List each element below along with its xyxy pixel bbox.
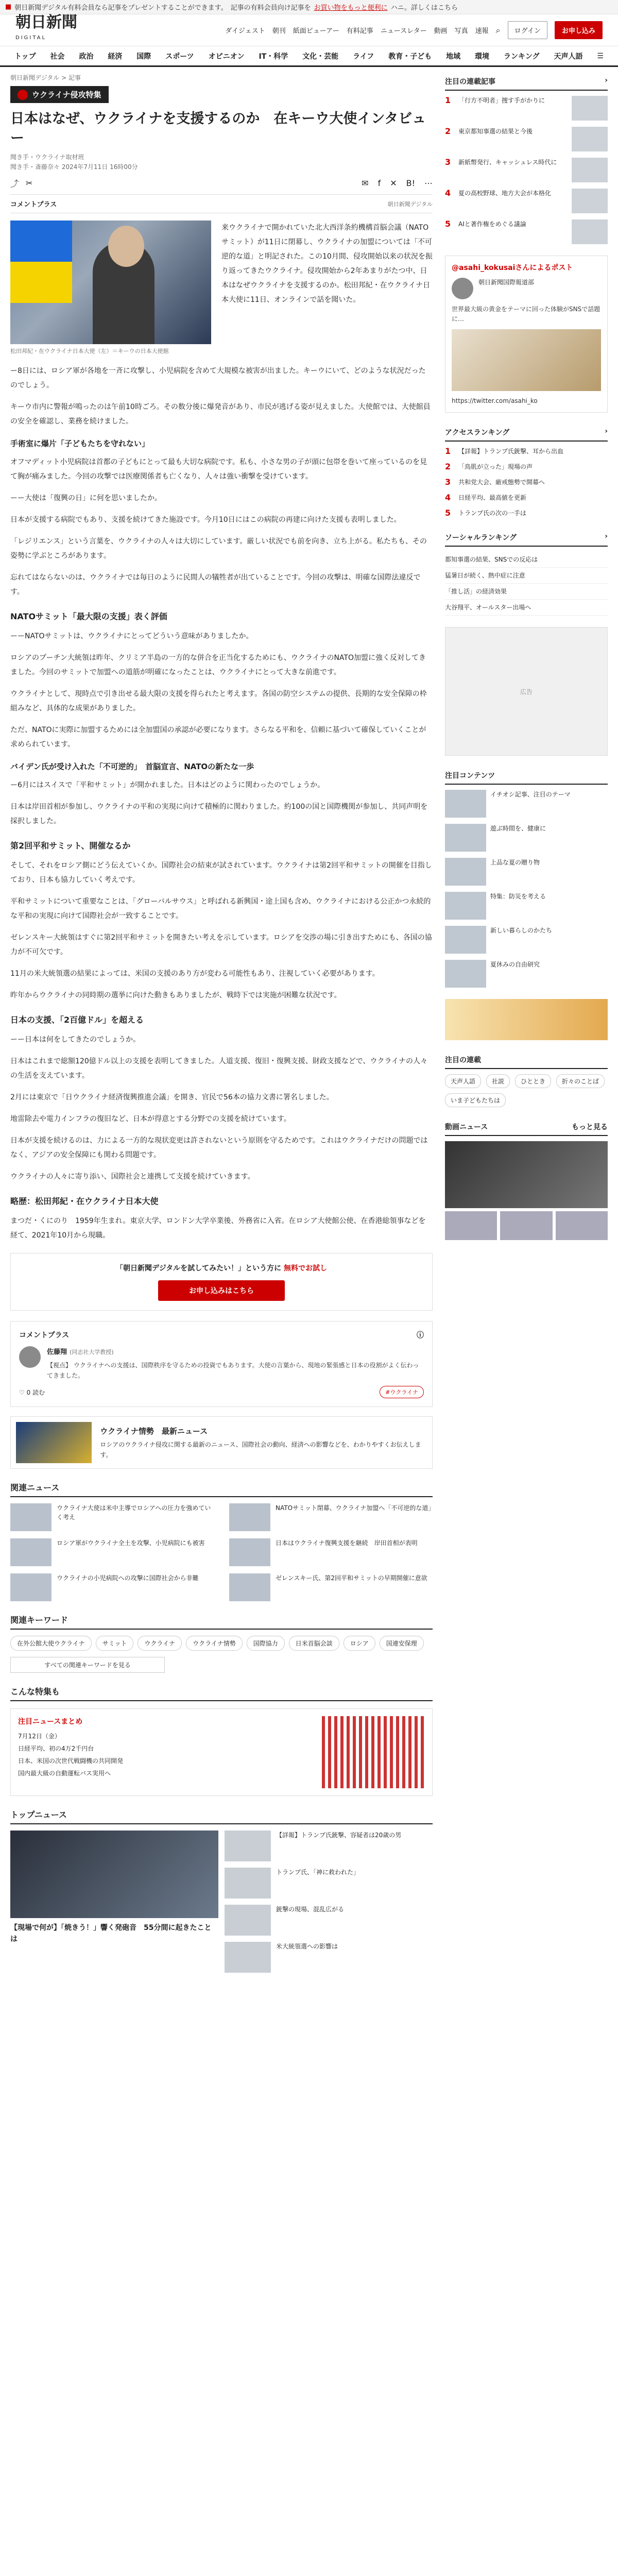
related-item[interactable]: NATOサミット閉幕、ウクライナ加盟へ「不可逆的な道」 <box>229 1503 433 1531</box>
video-thumb[interactable] <box>556 1211 608 1240</box>
paragraph: 日本はこれまで総額120億ドル以上の支援を表明してきました。人道支援、復旧・復興支援、財政支援などで、ウクライナの人々の生活を支えています。 <box>10 1057 428 1080</box>
featured-item[interactable]: 遊ぶ時間を、健康に <box>445 824 608 852</box>
featured-thumb <box>445 858 486 886</box>
related-thumb <box>10 1538 52 1566</box>
top-news <box>10 1831 433 1979</box>
paragraph: 日本が支援する病院でもあり、支援を続けてきた施設です。今月10日にはこの病院の再建に向けた支援も表明しました。 <box>10 516 401 524</box>
commenter-name[interactable]: 佐藤翔 <box>47 1348 67 1356</box>
featured-thumb <box>445 790 486 818</box>
series-pill[interactable]: いま子どもたちは <box>445 1093 506 1107</box>
featured-item[interactable]: 新しい暮らしのかたち <box>445 926 608 954</box>
nav-item[interactable]: 天声人語 <box>554 52 583 61</box>
rank-item[interactable]: 5 AIと著作権をめぐる議論 <box>445 219 608 244</box>
section-heading: 略歴：松田邦紀・在ウクライナ日本大使 <box>10 1196 159 1206</box>
rank-thumb <box>572 127 608 151</box>
related-item[interactable]: 日本はウクライナ復興支援を継続 岸田首相が表明 <box>229 1538 433 1566</box>
header-links <box>225 21 603 39</box>
rank-thumb <box>572 158 608 182</box>
paragraph: 昨年からウクライナの同時期の選挙に向けた動きもありましたが、戦時下では実施が困難な状況です。 <box>10 991 341 999</box>
featured-item[interactable]: イチオシ記事、注目のテーマ <box>445 790 608 818</box>
byline: 聞き手・ウクライナ取材班 <box>10 154 84 161</box>
nav-item[interactable]: オピニオン <box>208 52 245 61</box>
photo-caption: 松田邦紀・在ウクライナ日本大使（左）＝キーウの日本大使館 <box>10 348 169 354</box>
series-title: 注目の連載 <box>445 1056 481 1064</box>
rank-thumb <box>572 219 608 244</box>
sidebar-rank <box>445 73 608 244</box>
series-pill[interactable]: 折々のことば <box>556 1074 605 1088</box>
featured-item[interactable]: 夏休みの自由研究 <box>445 960 608 988</box>
paragraph: オフマディット小児病院は首都の子どもにとって最も大切な病院です。私も、小さな男の子が頭に包帯を巻いて座っているのを見て胸が痛みました。今回の攻撃では医療関係者も亡くなり、人々は強い衝撃を受けています。 <box>10 458 427 481</box>
paragraph: ーーNATOサミットは、ウクライナにとってどういう意味がありましたか。 <box>10 632 253 640</box>
rank-item[interactable]: 4 夏の高校野球、地方大会が本格化 <box>445 189 608 213</box>
avatar[interactable] <box>19 1346 41 1368</box>
keyword-pill[interactable]: ロシア <box>344 1636 375 1651</box>
nav-item[interactable]: トップ <box>14 52 36 61</box>
paragraph: 11月の米大統領選の結果によっては、米国の支援のあり方が変わる可能性もあり、注視していく必要があります。 <box>10 970 380 978</box>
comment-plus-box <box>10 1321 433 1407</box>
related-thumb <box>229 1573 270 1601</box>
head-shape <box>108 226 144 267</box>
featured-item[interactable]: 特集：防災を考える <box>445 892 608 920</box>
top-news-title: トップニュース <box>10 1808 433 1824</box>
paragraph: まつだ・くにのり 1959年生まれ。東京大学、ロンドン大学卒業後、外務省に入省。在ロシア大使館公使、在香港総領事などを経て、2021年10月から現職。 <box>10 1217 426 1240</box>
paragraph: ロシアのプーチン大統領は昨年、クリミア半島の一方的な併合を正当化するためにも、ウクライナのNATO加盟に強く反対してきました。今回のサミットで加盟への道筋が明確になったことは、ウクライナにとって大きな前進です。 <box>10 654 426 676</box>
post-link[interactable]: https://twitter.com/asahi_ko <box>452 397 538 404</box>
paragraph: 「レジリエンス」という言葉を、ウクライナの人々は大切にしています。厳しい状況でも前を向き、立ち上がる。私たちも、その姿勢に学ぶところがあります。 <box>10 537 427 560</box>
related-thumb <box>10 1573 52 1601</box>
paywall-button[interactable]: お申し込みはこちら <box>158 1280 285 1301</box>
keyword-pill[interactable]: 国連安保理 <box>380 1636 424 1651</box>
related-thumb <box>229 1503 270 1531</box>
news-thumb <box>225 1831 271 1861</box>
related-item[interactable]: ウクライナの小児病院への攻撃に国際社会から非難 <box>10 1573 214 1601</box>
related-title: 関連ニュース <box>10 1481 433 1497</box>
related-list <box>10 1503 433 1601</box>
nav-item[interactable]: 社会 <box>50 52 65 61</box>
x-icon[interactable]: ✕ <box>390 178 397 188</box>
nav-item[interactable]: 文化・芸能 <box>302 52 339 61</box>
like-count: 0 <box>26 1388 31 1396</box>
rank-item[interactable]: 1 【詳報】トランプ氏銃撃、耳から出血 <box>445 446 564 456</box>
article-title: 日本はなぜ、ウクライナを支援するのか 在キーウ大使インタビュー <box>10 111 426 146</box>
featured-thumb <box>445 824 486 852</box>
header-link[interactable]: ダイジェスト <box>225 27 265 35</box>
flag-shape <box>10 221 72 303</box>
featured-thumb <box>445 960 486 988</box>
subheading: 手術室に爆片「子どもたちを守れない」 <box>10 439 150 448</box>
news-thumb <box>225 1942 271 1973</box>
video-more[interactable]: もっと見る <box>572 1123 608 1131</box>
social-item[interactable]: 「推し活」の経済効果 <box>445 584 608 600</box>
announcement-pre: 朝日新聞デジタル有料会員なら記事をプレゼントすることができます。 <box>14 4 228 12</box>
post-avatar[interactable] <box>452 278 473 299</box>
paywall-free: 無料でお試し <box>284 1264 328 1273</box>
announcement-link[interactable]: お買い物をもっと便利に <box>314 4 388 12</box>
header-link[interactable]: 動画 <box>434 27 448 35</box>
top-news-item[interactable]: 米大統領選への影響は <box>225 1942 433 1973</box>
like-icon[interactable]: ♡ <box>19 1388 25 1396</box>
rank-item[interactable]: 1 「行方不明者」捜す手がかりに <box>445 96 608 121</box>
top-news-item[interactable]: 銃撃の現場、混乱広がる <box>225 1905 433 1936</box>
mail-icon[interactable]: ✉ <box>362 178 369 188</box>
paywall-text <box>20 1263 423 1273</box>
paragraph: ウクライナとして、現時点で引き出せる最大限の支援を得られたと考えます。各国の防空システムの提供、長期的な安全保障の枠組みなど、具体的な成果がありました。 <box>10 690 427 713</box>
sidebar <box>445 73 608 1979</box>
series-pill[interactable]: ひととき <box>515 1074 551 1088</box>
sidebar-social-ranking <box>445 529 608 616</box>
paywall-box <box>10 1253 433 1311</box>
feature-banner[interactable]: ウクライナ侵攻特集 <box>10 86 109 103</box>
related-item[interactable]: ウクライナ大使は米中主導でロシアへの圧力を強めていく考え <box>10 1503 214 1531</box>
social-item[interactable]: 大谷翔平、オールスター出場へ <box>445 600 608 616</box>
banner-icon <box>18 90 28 100</box>
summary-image[interactable] <box>322 1716 425 1788</box>
social-ranking-title: ソーシャルランキング <box>445 534 517 542</box>
rank-thumb <box>572 189 608 213</box>
chevron-right-icon[interactable]: › <box>605 427 608 435</box>
social-item[interactable]: 都知事選の結果、SNSでの反応は <box>445 552 608 568</box>
header-link[interactable]: 紙面ビューアー <box>293 27 339 35</box>
bookmark-icon[interactable]: ✂ <box>26 178 33 188</box>
paragraph: ーー大使は「復興の日」に何を思いましたか。 <box>10 494 162 502</box>
paragraph: 平和サミットについて重要なことは、「グローバルサウス」と呼ばれる新興国・途上国も含め、ウクライナにおける公正かつ永続的な平和の実現に向けて国際社会が一致することです。 <box>10 897 431 920</box>
dateline: 聞き手・斎藤奈々 2024年7月11日 16時00分 <box>10 163 138 171</box>
search-icon[interactable]: ⌕ <box>495 25 501 35</box>
nav-item[interactable]: 教育・子ども <box>388 52 432 61</box>
summary-row[interactable]: 日経平均、初の4万2千円台 <box>18 1745 94 1752</box>
announcement-icon: ■ <box>5 3 12 11</box>
nav-item[interactable]: ライフ <box>353 52 374 61</box>
summary-row[interactable]: 日本、米国の次世代戦闘機の共同開発 <box>18 1757 124 1765</box>
rank-item[interactable]: 3 共和党大会、厳戒態勢で開幕へ <box>445 477 545 487</box>
hatena-icon[interactable]: B! <box>406 178 415 188</box>
comment-plus-label: コメントプラス <box>10 201 57 209</box>
nav-item[interactable]: 経済 <box>108 52 123 61</box>
nav-item[interactable]: 環境 <box>475 52 490 61</box>
header-link[interactable]: 写真 <box>454 27 468 35</box>
share-bar <box>10 177 433 189</box>
sidebar-rank-title: 注目の連載記事 <box>445 78 495 86</box>
comment-text: 【視点】 ウクライナへの支援は、国際秩序を守るための投資でもあります。大使の言葉から、現地の緊張感と日本の役割がよく伝わってきました。 <box>47 1362 419 1379</box>
video-thumb[interactable] <box>445 1211 497 1240</box>
top-news-item[interactable]: 【詳報】トランプ氏銃撃、容疑者は20歳の男 <box>225 1831 433 1861</box>
paragraph: ウクライナの人々に寄り添い、国際社会と連携して支援を続けていきます。 <box>10 1173 255 1181</box>
keyword-pill[interactable]: 在外公館大使ウクライナ <box>10 1636 92 1651</box>
announcement-mid: 記事の有料会員向け記事を <box>230 4 311 12</box>
facebook-icon[interactable]: f <box>377 178 381 188</box>
post-text: 世界最大級の黄金をテーマに回った体験がSNSで話題に… <box>452 306 600 323</box>
access-ranking-title: アクセスランキング <box>445 429 510 437</box>
lead-photo[interactable] <box>10 221 211 344</box>
series-pill[interactable]: 社説 <box>486 1074 510 1088</box>
section-heading: 日本の支援、「2百億ドル」を超える <box>10 1015 144 1025</box>
paragraph: ーー日本は何をしてきたのでしょうか。 <box>10 1036 140 1044</box>
banner-ad[interactable] <box>445 999 608 1040</box>
featured-thumb <box>445 892 486 920</box>
main-nav <box>0 46 618 67</box>
comment-tag[interactable]: #ウクライナ <box>380 1386 424 1398</box>
summary-row: 7月12日（金） <box>18 1733 61 1740</box>
nav-item[interactable]: スポーツ <box>165 52 194 61</box>
featured-item[interactable]: 上品な夏の贈り物 <box>445 858 608 886</box>
paragraph: ー6月にはスイスで「平和サミット」が開かれました。日本はどのように関わったのでしょうか。 <box>10 781 325 789</box>
featured-thumb <box>445 926 486 954</box>
feature-box <box>10 1708 433 1796</box>
rank-thumb <box>572 96 608 121</box>
sidebar-featured <box>445 767 608 988</box>
embedded-post <box>445 256 608 413</box>
more-icon[interactable]: ⋯ <box>424 178 433 188</box>
sidebar-series <box>445 1052 608 1107</box>
post-image[interactable] <box>452 329 601 391</box>
nav-item[interactable]: 地域 <box>446 52 461 61</box>
comment-plus-title: コメントプラス <box>19 1331 70 1340</box>
chevron-right-icon[interactable]: › <box>605 76 608 84</box>
comment-plus-header[interactable] <box>10 194 433 213</box>
paragraph: 2月には東京で「日ウクライナ経済復興推進会議」を開き、官民で56本の協力文書に署名しました。 <box>10 1093 334 1101</box>
sidebar-video <box>445 1118 608 1240</box>
social-item[interactable]: 猛暑日が続く、熱中症に注意 <box>445 568 608 584</box>
login-button[interactable]: ログイン <box>508 21 547 39</box>
lead-paragraph: 来ウクライナで開かれていた北大西洋条約機構首脳会議（NATOサミット）が11日に閉幕し、ウクライナの加盟については「不可逆的な道」と明記された。この10月間、侵攻開始以来の状況を振り返ってきたウクライナ。侵攻開始から2年あまりがたつ中、日本はなぜウクライナを支援するのか。松田邦紀・在ウクライナ日本大使に11日、オンラインで話を聞いた。 <box>221 224 433 304</box>
keywords-more-button[interactable]: すべての関連キーワードを見る <box>10 1657 165 1673</box>
ad-slot[interactable]: 広告 <box>445 627 608 756</box>
article-main <box>10 73 433 1979</box>
header-link[interactable]: ニュースレター <box>380 27 427 35</box>
post-title[interactable]: @asahi_kokusaiさんによるポスト <box>452 264 573 272</box>
keyword-pill[interactable]: 国際協力 <box>247 1636 285 1651</box>
announcement-bar <box>0 0 618 14</box>
keywords-title: 関連キーワード <box>10 1614 433 1630</box>
announcement-post: ハニ。詳しくはこちら <box>390 4 458 12</box>
rank-item[interactable]: 5 トランプ氏の次の一手は <box>445 508 527 518</box>
share-icon[interactable]: ⤴ <box>10 179 19 189</box>
site-header <box>0 14 618 46</box>
header-link[interactable]: 朝刊 <box>272 27 286 35</box>
news-thumb <box>225 1905 271 1936</box>
commenter-role: (同志社大学教授) <box>70 1349 114 1355</box>
nav-item[interactable]: IT・科学 <box>259 52 288 61</box>
promo-image <box>16 1422 92 1463</box>
paragraph: 地雷除去や電力インフラの復旧など、日本が得意とする分野での支援を続けています。 <box>10 1115 291 1123</box>
feature-title: こんな特集も <box>10 1685 433 1701</box>
related-item[interactable]: ゼレンスキー氏、第2回平和サミットの早期開催に意欲 <box>229 1573 433 1601</box>
post-author[interactable]: 朝日新聞国際報道部 <box>478 279 535 286</box>
top-news-feature[interactable] <box>10 1831 218 1979</box>
video-thumb[interactable] <box>500 1211 552 1240</box>
section-heading: NATOサミット「最大限の支援」表く評価 <box>10 612 167 621</box>
section-heading: 第2回平和サミット、開催なるか <box>10 841 131 851</box>
keyword-pill[interactable]: サミット <box>96 1636 134 1651</box>
keyword-pill[interactable]: ウクライナ <box>138 1636 182 1651</box>
subheading[interactable]: バイデン氏が受け入れた「不可逆的」 首脳宣言、NATOの新たな一歩 <box>10 762 254 771</box>
rank-item[interactable]: 3 新紙幣発行、キャッシュレス時代に <box>445 158 608 182</box>
series-pill[interactable]: 天声人語 <box>445 1074 481 1088</box>
lead-block <box>10 221 433 355</box>
related-thumb <box>229 1538 270 1566</box>
paragraph: ー8日には、ロシア軍が各地を一斉に攻撃し、小児病院を含めて大規模な被害が出ました。キーウにいて、どのような状況だったのでしょう。 <box>10 367 426 389</box>
info-icon[interactable]: ⓘ <box>417 1331 424 1340</box>
paragraph: キーウ市内に警報が鳴ったのは午前10時ごろ。その数分後に爆発音があり、市民が逃げる姿が見えました。大使館では、大使館員の安全を確認し、業務を続けました。 <box>10 403 431 426</box>
nav-item[interactable]: 国際 <box>136 52 151 61</box>
sidebar-access-ranking <box>445 424 608 518</box>
comment-plus-sub: 朝日新聞デジタル <box>387 200 433 208</box>
paragraph: 忘れてはならないのは、ウクライナでは毎日のように民間人の犠牲者が出ていることです。今回の攻撃は、明確な国際法違反です。 <box>10 573 421 596</box>
paragraph: ゼレンスキー大統領はすぐに第2回平和サミットを開きたい考えを示しています。ロシアを交渉の場に引き出すためにも、各国の協力が不可欠です。 <box>10 934 432 956</box>
subscribe-button[interactable]: お申し込み <box>555 21 603 39</box>
nav-item[interactable]: ランキング <box>503 52 540 61</box>
breadcrumb[interactable]: 朝日新聞デジタル > 記事 <box>10 74 81 81</box>
paragraph: ただ、NATOに実際に加盟するためには全加盟国の承認が必要になります。さらなる平和を、信頼に基づいて確保していくことが求められています。 <box>10 726 426 749</box>
paywall-lead: 「朝日新聞デジタルを試してみたい！」という方に <box>115 1264 282 1273</box>
paragraph: 日本が支援を続けるのは、力による一方的な現状変更は許されないという原則を守るためです。これはウクライナだけの問題ではなく、アジアの安全保障にも関わる問題です。 <box>10 1137 428 1159</box>
chevron-right-icon[interactable]: › <box>605 532 608 540</box>
read-more-link[interactable]: 読む <box>32 1388 45 1396</box>
video-player[interactable] <box>445 1141 608 1208</box>
menu-icon[interactable]: ☰ <box>597 52 604 60</box>
keyword-list <box>10 1636 433 1651</box>
header-link[interactable]: 速報 <box>475 27 489 35</box>
promo-desc: ロシアのウクライナ侵攻に関する最新のニュース、国際社会の動向、経済への影響などを、わかりやすくお伝えします。 <box>100 1440 421 1459</box>
related-thumb <box>10 1503 52 1531</box>
paragraph: そして、それをロシア側にどう伝えていくか。国際社会の結束が試されています。ウクライナは第2回平和サミットの開催を目指しており、日本も協力していく考えです。 <box>10 861 432 884</box>
related-item[interactable]: ロシア軍がウクライナ全土を攻撃、小児病院にも被害 <box>10 1538 214 1566</box>
top-news-image <box>10 1831 218 1918</box>
news-thumb <box>225 1868 271 1899</box>
summary-row[interactable]: 国内最大級の自動運転バス実用へ <box>18 1770 111 1777</box>
paragraph: 日本は岸田首相が参加し、ウクライナの平和の実現に向けて積極的に関わりました。約100の国と国際機関が参加し、共同声明を採択しました。 <box>10 803 428 825</box>
top-news-item[interactable]: トランプ氏、「神に救われた」 <box>225 1868 433 1899</box>
rank-item[interactable]: 2 東京都知事選の結果と今後 <box>445 127 608 151</box>
keyword-pill[interactable]: 日米首脳会談 <box>289 1636 339 1651</box>
promo-card[interactable] <box>10 1416 433 1469</box>
keyword-pill[interactable]: ウクライナ情勢 <box>186 1636 243 1651</box>
video-title: 動画ニュース <box>445 1123 488 1131</box>
featured-title: 注目コンテンツ <box>445 772 495 780</box>
header-link[interactable]: 有料記事 <box>346 27 373 35</box>
top-news-headline: 【現場で何が】「焼きう！」響く発砲音 55分間に起きたことは <box>10 1924 212 1943</box>
rank-item[interactable]: 4 日経平均、最高値を更新 <box>445 493 527 502</box>
site-logo[interactable]: 朝日新聞 DIGITAL <box>15 13 77 41</box>
nav-item[interactable]: 政治 <box>79 52 94 61</box>
rank-item[interactable]: 2 「鳥肌が立った」現場の声 <box>445 462 533 471</box>
summary-title[interactable]: 注目ニュースまとめ <box>18 1718 83 1726</box>
promo-title: ウクライナ情勢 最新ニュース <box>100 1426 208 1436</box>
